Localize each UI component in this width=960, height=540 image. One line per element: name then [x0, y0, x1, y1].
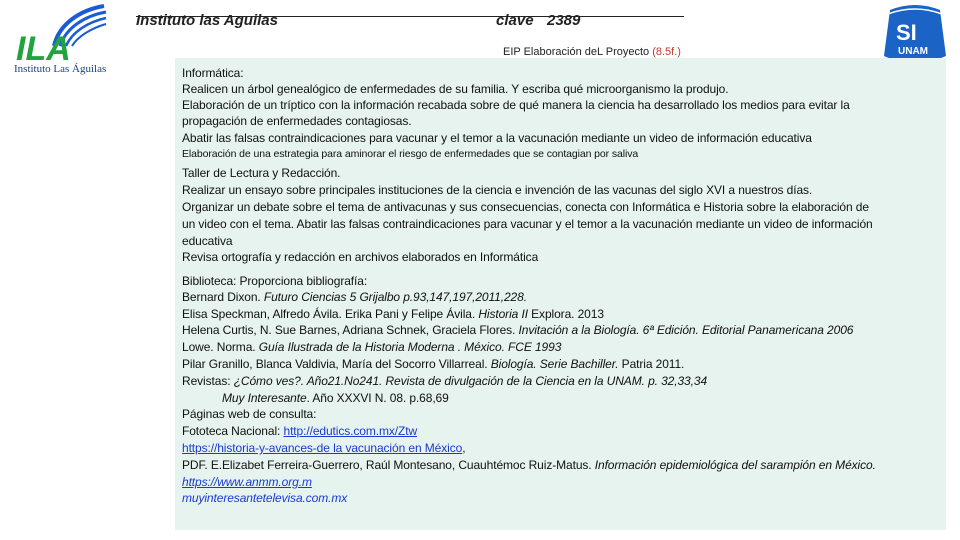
fototeca-link[interactable]: http://edutics.com.mx/Ztw — [283, 424, 418, 438]
taller-line-5: Revisa ortografía y redacción en archivos elaborados en Informática — [182, 250, 539, 264]
ref-1-work: Futuro Ciencias 5 Grijalbo p.93,147,197,2011,228. — [263, 290, 527, 304]
muyinteresante-link[interactable]: muyinteresantetelevisa.com.mx — [182, 491, 348, 505]
biblio-ref-6 — [182, 373, 707, 389]
informatica-line-3: propagación de enfermedades contagiosas. — [182, 114, 412, 128]
ref-7-pub: . Año XXXVI N. 08. p.68,69 — [306, 391, 449, 405]
informatica-line-4: Abatir las falsas contraindicaciones para vacunar y el temor a la vacunación mediante un video de información educativa — [182, 131, 812, 145]
biblio-ref-1 — [182, 289, 527, 305]
taller-title: Taller de Lectura y Redacción. — [182, 166, 341, 180]
biblio-web-3 — [182, 474, 312, 490]
ila-caption: Instituto Las Águilas — [14, 63, 107, 75]
ref-2-pub: Explora. 2013 — [527, 307, 604, 321]
taller-line-3: un video con el tema. Abatir las falsas contraindicaciones para vacunar y el temor a la vacunación mediante un video de información — [182, 217, 873, 231]
biblio-title: Biblioteca: Proporciona bibliografía: — [182, 274, 368, 288]
ref-1-author: Bernard Dixon. — [182, 290, 264, 304]
pdf-title: Información epidemiológica del sarampión en México. — [594, 458, 876, 472]
biblio-pdf — [182, 457, 876, 473]
ref-4-author: Lowe. Norma. — [182, 340, 259, 354]
institute-name: Instituto las Aguilas — [136, 12, 278, 29]
clave-value: 2389 — [547, 12, 581, 29]
informatica-line-2: Elaboración de un tríptico con la información recabada sobre de qué manera la ciencia ha desarrollado los medios para evitar la — [182, 98, 850, 112]
ref-6-work: ¿Cómo ves?. Año21.No241. Revista de divulgación de la Ciencia en la UNAM. p. 32,33,34 — [233, 374, 708, 388]
ref-5-work: Biología. Serie Bachiller. — [490, 357, 619, 371]
ref-2-author: Elisa Speckman, Alfredo Ávila. Erika Pani y Felipe Ávila. — [182, 307, 479, 321]
biblio-ref-3 — [182, 322, 853, 338]
web-2-tail: , — [462, 441, 466, 455]
taller-line-1: Realizar un ensayo sobre principales instituciones de la ciencia e invención de las vacunas del siglo XVI a nuestros días. — [182, 183, 813, 197]
biblio-ref-2 — [182, 306, 604, 322]
project-title — [503, 46, 681, 58]
si-logo-text: SI — [896, 20, 917, 45]
ref-7-work: Muy Interesante — [222, 391, 307, 405]
ref-3-work: Invitación a la Biología. 6ª Edición. Editorial Panamericana 2006 — [518, 323, 854, 337]
biblio-ref-4 — [182, 339, 561, 355]
informatica-line-1: Realicen un árbol genealógico de enfermedades de su familia. Y escriba qué microorganismo la produjo. — [182, 82, 729, 96]
project-title-text: EIP Elaboración deL Proyecto — [503, 46, 650, 58]
web-1-label: Fototeca Nacional: — [182, 424, 284, 438]
biblio-ref-7 — [222, 390, 449, 406]
taller-line-4: educativa — [182, 234, 233, 248]
clave-label: clave — [496, 12, 534, 29]
ref-5-pub: Patria 2011. — [618, 357, 685, 371]
informatica-line-5: Elaboración de una estrategia para aminorar el riesgo de enfermedades que se contagian por saliva — [182, 148, 639, 160]
biblio-web-2 — [182, 440, 465, 456]
ref-3-author: Helena Curtis, N. Sue Barnes, Adriana Schnek, Graciela Flores. — [182, 323, 519, 337]
ref-2-work: Historia II — [478, 307, 528, 321]
biblio-web-heading: Páginas web de consulta: — [182, 407, 317, 421]
ila-logo-text: ILA — [16, 30, 71, 68]
pdf-authors: PDF. E.Elizabet Ferreira-Guerrero, Raúl Montesano, Cuauhtémoc Ruiz-Matus. — [182, 458, 595, 472]
taller-line-2: Organizar un debate sobre el tema de antivacunas y sus consecuencias, conecta con Informática e Historia sobre la elaboración de — [182, 200, 869, 214]
biblio-web-4 — [182, 490, 347, 506]
biblio-web-1 — [182, 423, 417, 439]
biblio-ref-5 — [182, 356, 684, 372]
historia-vacunacion-link[interactable]: https://historia-y-avances-de la vacunación en México — [182, 441, 463, 455]
ref-5-author: Pilar Granillo, Blanca Valdivia, María del Socorro Villarreal. — [182, 357, 491, 371]
ref-6-label: Revistas: — [182, 374, 234, 388]
anmm-link[interactable]: https://www.anmm.org.m — [182, 475, 312, 489]
informatica-title: Informática: — [182, 66, 244, 80]
project-number: (8.5f.) — [652, 46, 681, 58]
ref-4-work: Guía Ilustrada de la Historia Moderna . México. FCE 1993 — [258, 340, 562, 354]
si-logo-sub: UNAM — [898, 46, 928, 57]
